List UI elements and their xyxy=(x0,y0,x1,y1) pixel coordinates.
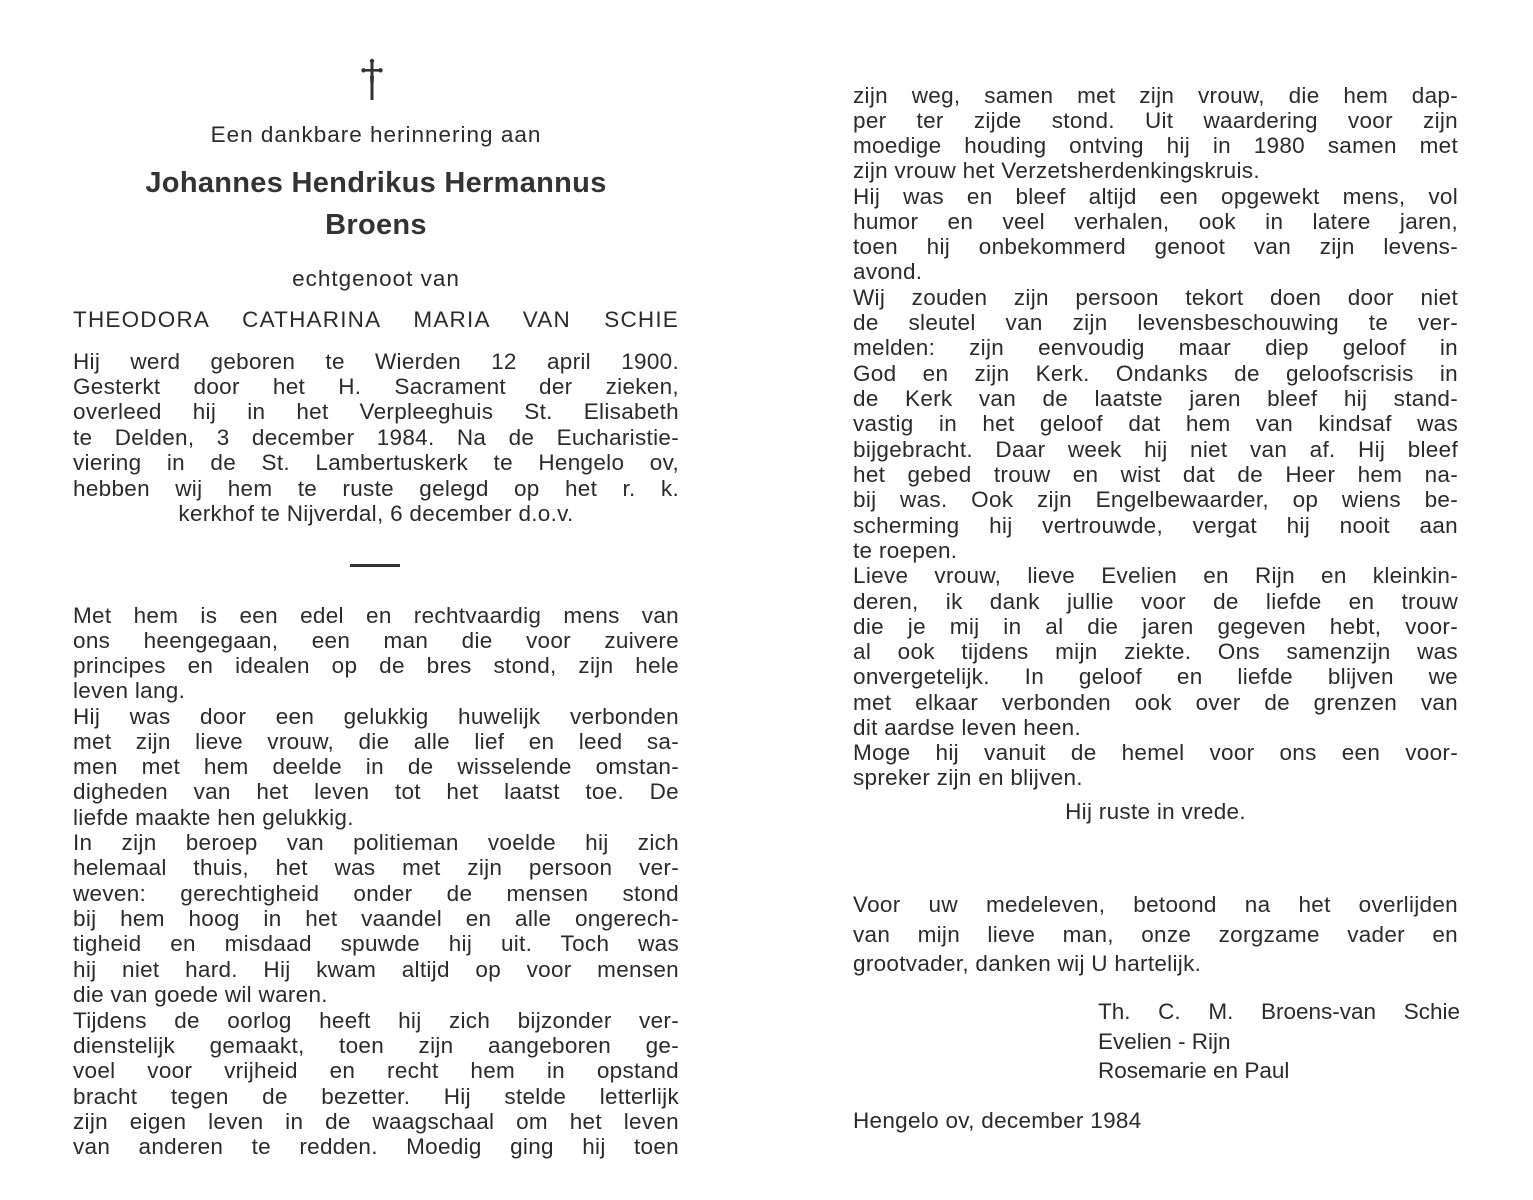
left-column xyxy=(73,0,679,1200)
body-line: bij hem hoog in het vaandel en alle ongerech- xyxy=(73,906,679,931)
thanks-line: Voor uw medeleven, betoond na het overlijden xyxy=(853,892,1458,917)
body-line: dit aardse leven heen. xyxy=(853,715,1082,740)
closing-prayer: Hij ruste in vrede. xyxy=(1065,799,1246,824)
body-line: met zijn lieve vrouw, die alle lief en leed sa- xyxy=(73,729,679,754)
biography-line: te Delden, 3 december 1984. Na de Eucharistie- xyxy=(73,425,679,450)
body-line: bracht tegen de bezetter. Hij stelde letterlijk xyxy=(73,1084,679,1109)
body-line: men met hem deelde in de wisselende omstan- xyxy=(73,754,679,779)
body-line: Moge hij vanuit de hemel voor ons een voor- xyxy=(853,740,1458,765)
body-line: God en zijn Kerk. Ondanks de geloofscrisis in xyxy=(853,361,1458,386)
body-line: Tijdens de oorlog heeft hij zich bijzonder ver- xyxy=(73,1008,679,1033)
body-line: toen hij onbekommerd genoot van zijn levens- xyxy=(853,234,1458,259)
body-line: te roepen. xyxy=(853,538,958,563)
body-line: deren, ik dank jullie voor de liefde en trouw xyxy=(853,589,1458,614)
biography-line: viering in de St. Lambertuskerk te Hengelo ov, xyxy=(73,450,679,475)
thanks-line: grootvader, danken wij U hartelijk. xyxy=(853,951,1202,976)
biography-line: hebben wij hem te ruste gelegd op het r. k. xyxy=(73,476,679,501)
body-line: Lieve vrouw, lieve Evelien en Rijn en kleinkin- xyxy=(853,563,1458,588)
body-line: liefde maakte hen gelukkig. xyxy=(73,805,354,830)
body-line: bij was. Ook zijn Engelbewaarder, op wiens be- xyxy=(853,487,1458,512)
body-line: die van goede wil waren. xyxy=(73,982,328,1007)
body-line: vastig in het geloof dat hem van kindsaf was xyxy=(853,411,1458,436)
body-line: humor en veel verhalen, ook in latere jaren, xyxy=(853,209,1458,234)
body-line: zijn vrouw het Verzetsherdenkingskruis. xyxy=(853,158,1260,183)
body-line: scherming hij vertrouwde, vergat hij nooit aan xyxy=(853,513,1458,538)
body-line: van anderen te redden. Moedig ging hij toen xyxy=(73,1134,679,1159)
body-line: digheden van het leven tot het laatst toe. De xyxy=(73,779,679,804)
body-line: tigheid en misdaad spuwde hij uit. Toch was xyxy=(73,931,679,956)
body-line: het gebed trouw en wist dat de Heer hem na- xyxy=(853,462,1458,487)
body-line: dienstelijk gemaakt, toen zijn aangeboren ge- xyxy=(73,1033,679,1058)
body-line: principes en idealen op de bres stond, zijn hele xyxy=(73,653,679,678)
biography-line: Hij werd geboren te Wierden 12 april 1900. xyxy=(73,349,679,374)
deceased-name-line1: Johannes Hendrikus Hermannus xyxy=(145,167,607,199)
body-line: weven: gerechtigheid onder de mensen stond xyxy=(73,881,679,906)
body-line: die je mij in al die jaren gegeven hebt, voor- xyxy=(853,614,1458,639)
body-line: spreker zijn en blijven. xyxy=(853,765,1083,790)
body-line: hij niet hard. Hij kwam altijd op voor mensen xyxy=(73,957,679,982)
signatory: Rosemarie en Paul xyxy=(1098,1058,1290,1083)
body-line: avond. xyxy=(853,259,923,284)
biography-line: overleed hij in het Verpleeghuis St. Elisabeth xyxy=(73,399,679,424)
body-line: Met hem is een edel en rechtvaardig mens van xyxy=(73,603,679,628)
body-line: melden: zijn eenvoudig maar diep geloof in xyxy=(853,335,1458,360)
body-line: Wij zouden zijn persoon tekort doen door niet xyxy=(853,285,1458,310)
body-line: In zijn beroep van politieman voelde hij zich xyxy=(73,830,679,855)
signatory: Th. C. M. Broens-van Schie xyxy=(1098,999,1460,1024)
body-line: bijgebracht. Daar week hij niet van af. Hij bleef xyxy=(853,437,1458,462)
intro-text: Een dankbare herinnering aan xyxy=(210,122,542,147)
spouse-intro: echtgenoot van xyxy=(292,266,460,291)
body-line: leven lang. xyxy=(73,678,186,703)
body-line: de sleutel van zijn levensbeschouwing te ver- xyxy=(853,310,1458,335)
body-line: zijn eigen leven in de waagschaal om het leven xyxy=(73,1109,679,1134)
place-date: Hengelo ov, december 1984 xyxy=(853,1108,1142,1133)
body-line: voel voor vrijheid en recht hem in opstand xyxy=(73,1058,679,1083)
body-line: Hij was en bleef altijd een opgewekt mens, vol xyxy=(853,184,1458,209)
signatory: Evelien - Rijn xyxy=(1098,1029,1231,1054)
body-line: met elkaar verbonden ook over de grenzen van xyxy=(853,690,1458,715)
body-line: al ook tijdens mijn ziekte. Ons samenzijn was xyxy=(853,639,1458,664)
body-line: Hij was door een gelukkig huwelijk verbonden xyxy=(73,704,679,729)
body-line: zijn weg, samen met zijn vrouw, die hem dap- xyxy=(853,83,1458,108)
thanks-line: van mijn lieve man, onze zorgzame vader en xyxy=(853,922,1458,947)
section-divider xyxy=(350,564,400,567)
spouse-name: THEODORA CATHARINA MARIA VAN SCHIE xyxy=(73,307,679,332)
body-line: onvergetelijk. In geloof en liefde blijven we xyxy=(853,664,1458,689)
body-line: helemaal thuis, het was met zijn persoon ver- xyxy=(73,855,679,880)
biography-line: Gesterkt door het H. Sacrament der zieken, xyxy=(73,374,679,399)
biography-line: kerkhof te Nijverdal, 6 december d.o.v. xyxy=(178,501,574,526)
body-line: ons heengegaan, een man die voor zuivere xyxy=(73,628,679,653)
body-line: moedige houding ontving hij in 1980 samen met xyxy=(853,133,1458,158)
body-line: per ter zijde stond. Uit waardering voor zijn xyxy=(853,108,1458,133)
deceased-name-line2: Broens xyxy=(325,209,427,241)
body-line: de Kerk van de laatste jaren bleef hij stand- xyxy=(853,386,1458,411)
